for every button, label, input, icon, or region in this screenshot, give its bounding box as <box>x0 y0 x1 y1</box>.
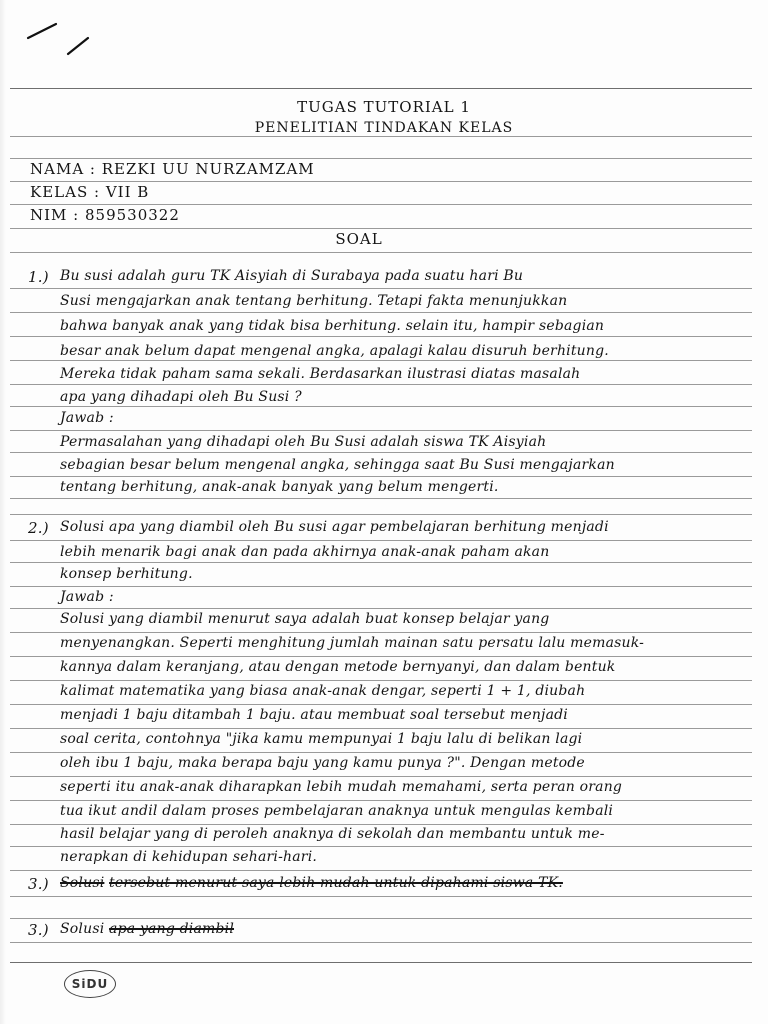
ruled-line <box>10 870 752 871</box>
answer-1-label: Jawab : <box>60 410 114 426</box>
question-1-line: apa yang dihadapi oleh Bu Susi ? <box>60 389 302 405</box>
struck-out-text: tersebut menurut saya lebih mudah untuk dipahami siswa TK. <box>109 875 563 891</box>
question-1-line: besar anak belum dapat mengenal angka, apalagi kalau disuruh berhitung. <box>60 343 609 359</box>
section-label: SOAL <box>335 230 383 248</box>
answer-2-line: soal cerita, contohnya "jika kamu mempunyai 1 baju lalu di belikan lagi <box>60 731 583 747</box>
question-1-line: Susi mengajarkan anak tentang berhitung. Tetapi fakta menunjukkan <box>60 293 568 309</box>
answer-2-line: kannya dalam keranjang, atau dengan metode bernyanyi, dan dalam bentuk <box>60 659 616 675</box>
struck-out-line <box>60 921 234 937</box>
ruled-line <box>10 918 752 919</box>
ruled-line <box>10 336 752 337</box>
answer-2-label: Jawab : <box>60 589 114 605</box>
answer-2-line: kalimat matematika yang biasa anak-anak dengar, seperti 1 + 1, diubah <box>60 683 586 699</box>
answer-2-line: menjadi 1 baju ditambah 1 baju. atau membuat soal tersebut menjadi <box>60 707 568 723</box>
name-line: NAMA : REZKI UU NURZAMZAM <box>30 160 315 178</box>
ruled-line <box>10 158 752 159</box>
class-line: KELAS : VII B <box>30 183 150 201</box>
page-subtitle: PENELITIAN TINDAKAN KELAS <box>254 120 514 136</box>
ruled-line <box>10 476 752 477</box>
ruled-line <box>10 312 752 313</box>
ruled-line <box>10 942 752 943</box>
question-1-line: bahwa banyak anak yang tidak bisa berhitung. selain itu, hampir sebagian <box>60 318 605 334</box>
question-1-line: Bu susi adalah guru TK Aisyiah di Surabaya pada suatu hari Bu <box>60 268 524 284</box>
ruled-line <box>10 776 752 777</box>
answer-1-line: Permasalahan yang dihadapi oleh Bu Susi adalah siswa TK Aisyiah <box>60 434 547 450</box>
sidu-logo: SiDU <box>64 970 116 998</box>
ruled-line <box>10 962 752 963</box>
ruled-line <box>10 136 752 137</box>
question-2-line: Solusi apa yang diambil oleh Bu susi agar pembelajaran berhitung menjadi <box>60 519 609 535</box>
answer-1-line: tentang berhitung, anak-anak banyak yang belum mengerti. <box>60 479 499 495</box>
ruled-line <box>10 586 752 587</box>
ruled-line <box>10 680 752 681</box>
answer-2-line: Solusi yang diambil menurut saya adalah buat konsep belajar yang <box>60 611 550 627</box>
question-3-number: 3.) <box>28 921 49 939</box>
answer-2-line: seperti itu anak-anak diharapkan lebih mudah memahami, serta peran orang <box>60 779 623 795</box>
ruled-line <box>10 288 752 289</box>
answer-2-line: menyenangkan. Seperti menghitung jumlah mainan satu persatu lalu memasuk- <box>60 635 645 651</box>
answer-2-line: nerapkan di kehidupan sehari-hari. <box>60 849 318 865</box>
ruled-line <box>10 452 752 453</box>
struck-out-line <box>60 875 563 891</box>
ruled-line <box>10 384 752 385</box>
struck-out-text: apa yang diambil <box>109 921 235 937</box>
ruled-line <box>10 704 752 705</box>
ruled-line <box>10 800 752 801</box>
student-id-line: NIM : 859530322 <box>30 206 180 224</box>
ruled-line <box>10 562 752 563</box>
ruled-line <box>10 540 752 541</box>
ruled-line <box>10 406 752 407</box>
struck-out-kept-word: Solusi <box>60 875 105 891</box>
question-2-number: 2.) <box>28 519 49 537</box>
answer-2-line: hasil belajar yang di peroleh anaknya di sekolah dan membantu untuk me- <box>60 826 605 842</box>
ruled-line <box>10 632 752 633</box>
ruled-line <box>10 824 752 825</box>
margin-marks-icon <box>26 18 96 58</box>
ruled-line <box>10 608 752 609</box>
ruled-line <box>10 728 752 729</box>
question-1-number: 1.) <box>28 268 49 286</box>
ruled-line <box>10 752 752 753</box>
question-1-line: Mereka tidak paham sama sekali. Berdasarkan ilustrasi diatas masalah <box>60 366 581 382</box>
ruled-line <box>10 846 752 847</box>
ruled-line <box>10 228 752 229</box>
ruled-line <box>10 656 752 657</box>
ruled-line <box>10 360 752 361</box>
ruled-line <box>10 896 752 897</box>
ruled-line <box>10 514 752 515</box>
page-title: TUGAS TUTORIAL 1 <box>297 98 471 116</box>
ruled-line <box>10 88 752 89</box>
ruled-line <box>10 430 752 431</box>
ruled-line <box>10 181 752 182</box>
question-2-line: konsep berhitung. <box>60 566 193 582</box>
answer-2-line: oleh ibu 1 baju, maka berapa baju yang kamu punya ?". Dengan metode <box>60 755 585 771</box>
answer-1-line: sebagian besar belum mengenal angka, sehingga saat Bu Susi mengajarkan <box>60 457 615 473</box>
struck-out-kept-word: Solusi <box>60 921 105 937</box>
answer-2-line: tua ikut andil dalam proses pembelajaran anaknya untuk mengulas kembali <box>60 803 614 819</box>
question-2-line: lebih menarik bagi anak dan pada akhirnya anak-anak paham akan <box>60 544 550 560</box>
ruled-line <box>10 498 752 499</box>
ruled-line <box>10 252 752 253</box>
question-3-number: 3.) <box>28 875 49 893</box>
ruled-line <box>10 204 752 205</box>
